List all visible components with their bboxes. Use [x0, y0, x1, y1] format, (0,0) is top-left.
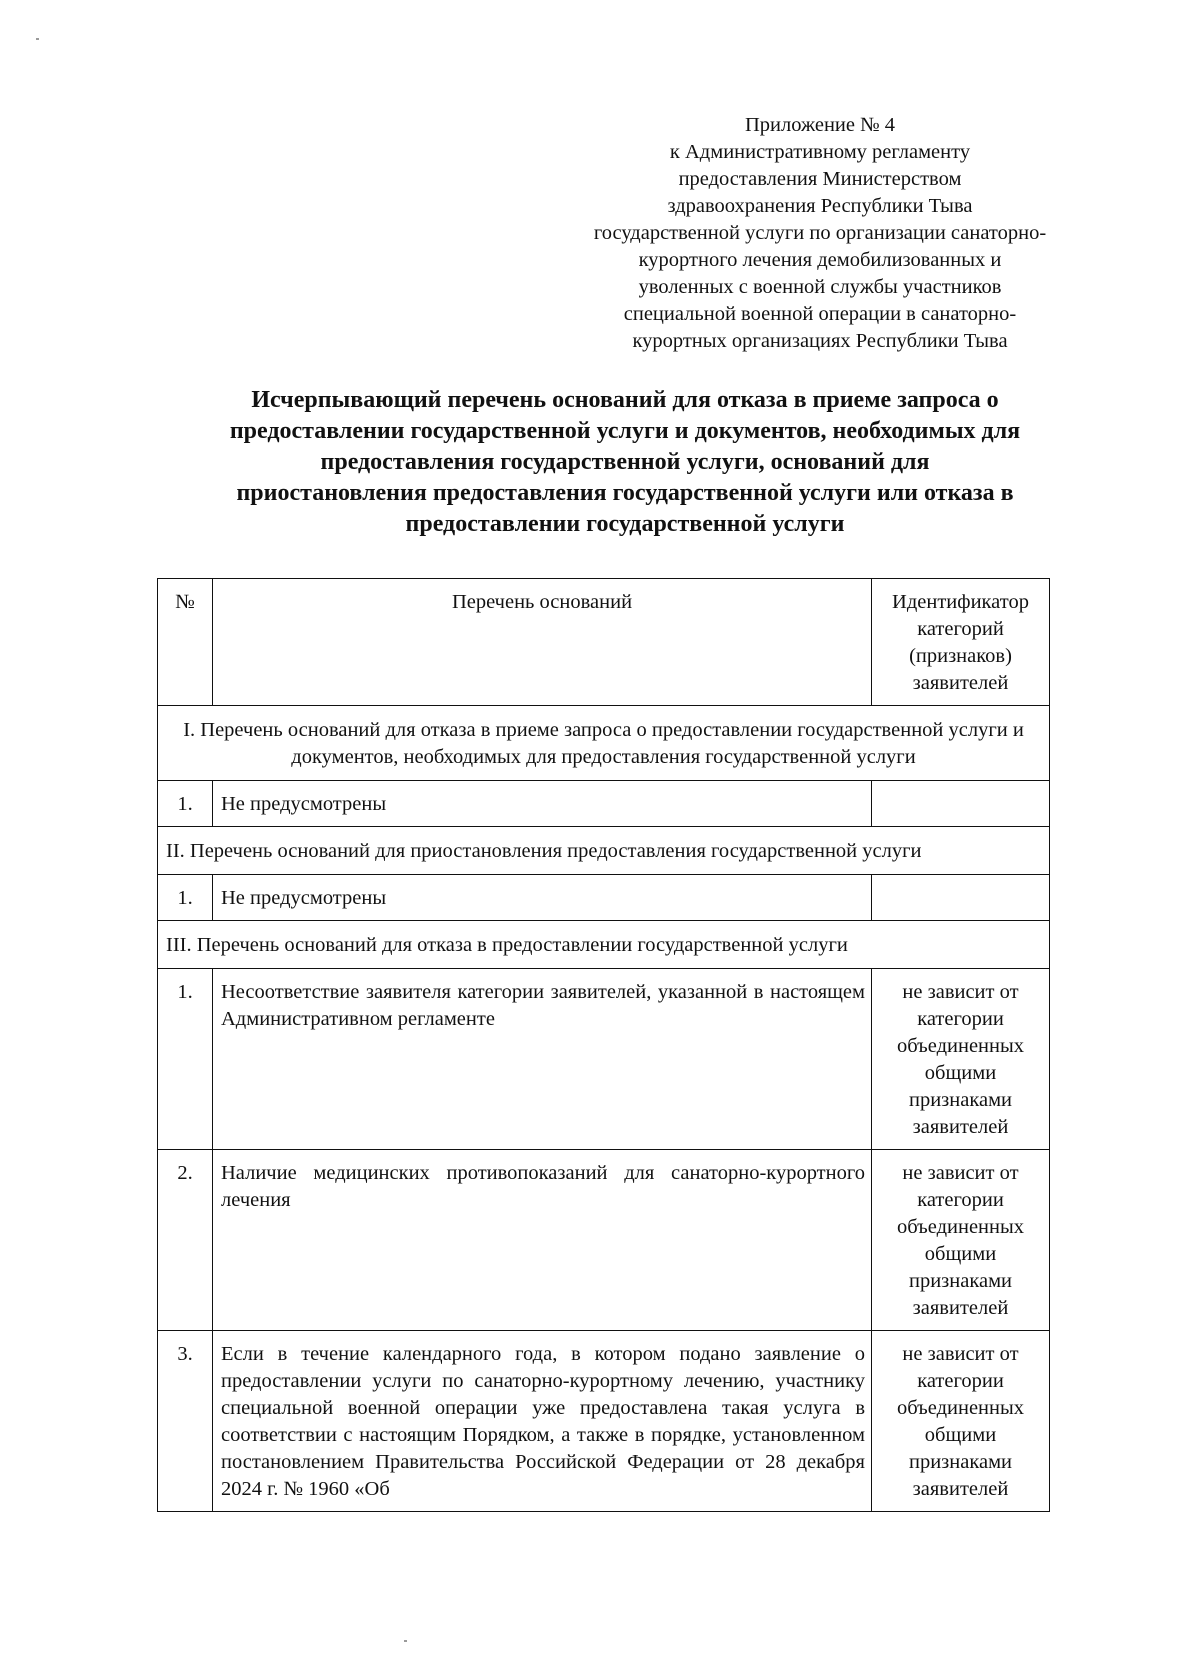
table-row	[158, 1150, 1050, 1331]
annex-line: государственной услуги по организации санаторно-	[593, 222, 1047, 244]
title-line: приостановления предоставления государственной услуги или отказа в	[236, 480, 1014, 506]
document-title	[150, 385, 1100, 540]
section-title: III. Перечень оснований для отказа в предоставлении государственной услуги	[158, 921, 1050, 969]
section-title: II. Перечень оснований для приостановления предоставления государственной услуги	[158, 827, 1050, 875]
table-row	[158, 781, 1050, 827]
grounds-table	[157, 578, 1050, 1512]
title-line: предоставлении государственной услуги и документов, необходимых для	[229, 418, 1021, 444]
table-row	[158, 875, 1050, 921]
section-row-3	[158, 921, 1050, 969]
row-num: 1.	[158, 875, 213, 921]
row-identifier: не зависит от категории объединенных общими признаками заявителей	[872, 1331, 1050, 1512]
header-num: №	[158, 579, 213, 706]
title-line: Исчерпывающий перечень оснований для отказа в приеме запроса о	[251, 387, 999, 413]
row-num: 1.	[158, 781, 213, 827]
annex-line: курортных организациях Республики Тыва	[632, 330, 1008, 352]
row-text: Если в течение календарного года, в котором подано заявление о предоставлении услуги по санаторно-курортному лечению, участнику специальной военной операции уже предоставлена такая услуга в соответствии с настоящим Порядком, а также в порядке, установленном постановлением Правительства Российской Федерации от 28 декабря 2024 г. № 1960 «Об	[213, 1331, 872, 1512]
row-identifier	[872, 781, 1050, 827]
row-identifier: не зависит от категории объединенных общими признаками заявителей	[872, 969, 1050, 1150]
header-reasons: Перечень оснований	[213, 579, 872, 706]
scan-speck	[404, 1640, 407, 1642]
title-line: предоставления государственной услуги, оснований для	[320, 449, 930, 475]
annex-line: к Административному регламенту	[669, 141, 971, 163]
annex-line: предоставления Министерством	[678, 168, 962, 190]
row-text: Несоответствие заявителя категории заявителей, указанной в настоящем Административном регламенте	[213, 969, 872, 1150]
row-identifier: не зависит от категории объединенных общими признаками заявителей	[872, 1150, 1050, 1331]
table-row	[158, 969, 1050, 1150]
section-title: I. Перечень оснований для отказа в приеме запроса о предоставлении государственной услуги и документов, необходимых для предоставления государственной услуги	[158, 706, 1050, 781]
section-row-2	[158, 827, 1050, 875]
row-num: 2.	[158, 1150, 213, 1331]
annex-line: здравоохранения Республики Тыва	[667, 195, 973, 217]
section-row-1	[158, 706, 1050, 781]
row-text: Не предусмотрены	[213, 875, 872, 921]
annex-line: уволенных с военной службы участников	[638, 276, 1002, 298]
annex-line: Приложение № 4	[744, 114, 896, 136]
row-text: Не предусмотрены	[213, 781, 872, 827]
table-row	[158, 1331, 1050, 1512]
annex-header	[540, 112, 1100, 355]
row-text: Наличие медицинских противопоказаний для санаторно-курортного лечения	[213, 1150, 872, 1331]
scan-speck	[36, 38, 39, 40]
table-header-row	[158, 579, 1050, 706]
title-line: предоставлении государственной услуги	[405, 511, 845, 537]
annex-line: специальной военной операции в санаторно-	[623, 303, 1017, 325]
row-identifier	[872, 875, 1050, 921]
annex-line: курортного лечения демобилизованных и	[638, 249, 1002, 271]
row-num: 3.	[158, 1331, 213, 1512]
row-num: 1.	[158, 969, 213, 1150]
header-identifier: Идентификатор категорий (признаков) заявителей	[872, 579, 1050, 706]
